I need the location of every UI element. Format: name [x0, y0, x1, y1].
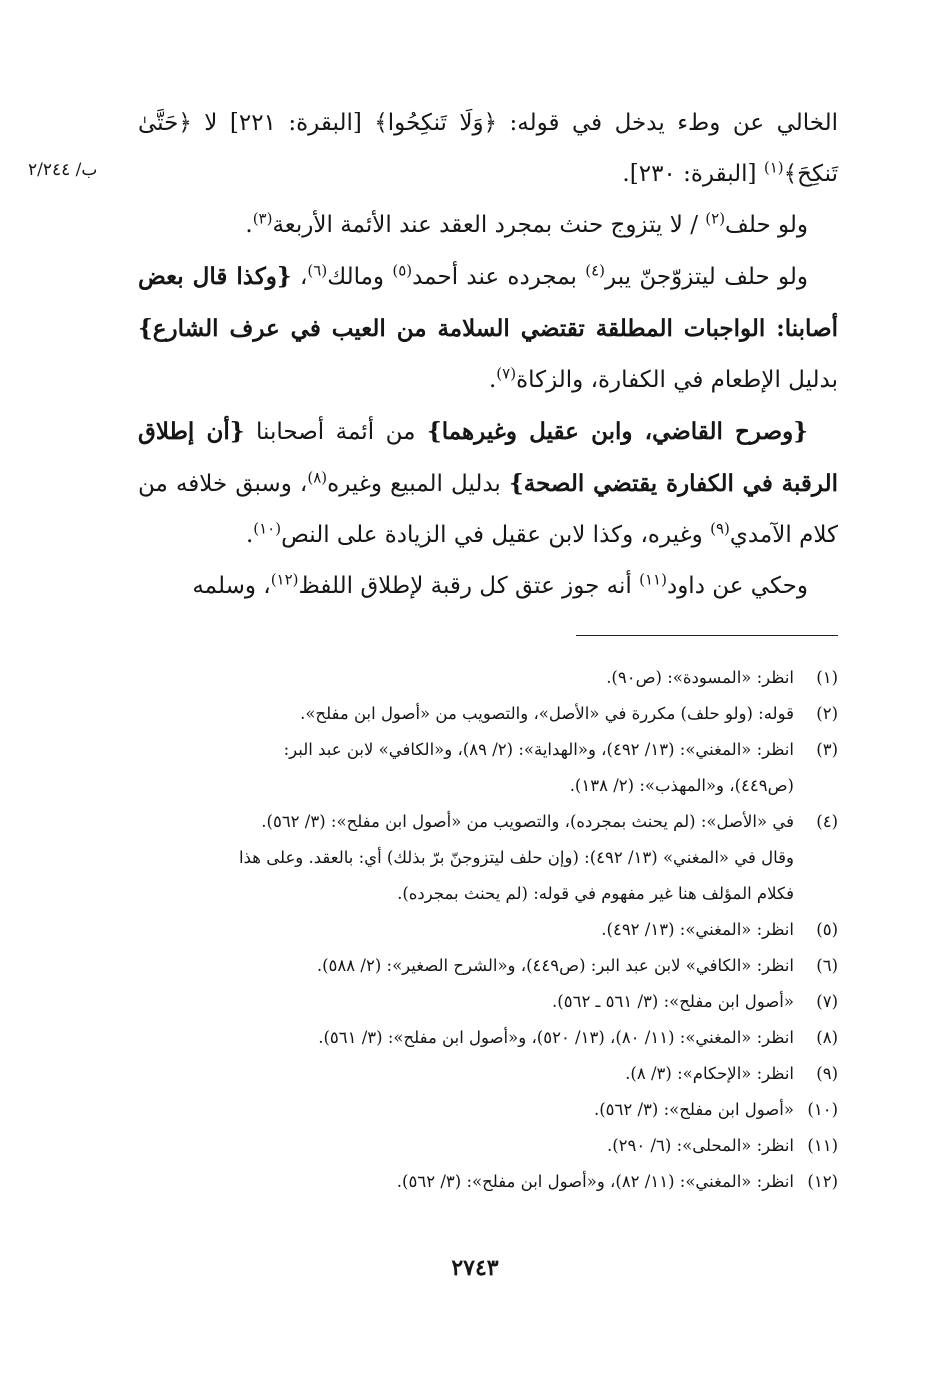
footnote-number: (٨) [816, 1028, 838, 1047]
body-text-run: ولو حلف ليتزوّجنّ يبر [605, 264, 809, 290]
body-text-run: أنه جوز عتق كل رقبة لإطلاق اللفظ [298, 573, 640, 599]
footnote-line: (ص٤٤٩)، و«المهذب»: (٢/ ١٣٨). [569, 776, 794, 795]
footnote-number: (٢) [816, 704, 838, 723]
body-paragraph [138, 406, 838, 561]
body-text-run: . [245, 522, 254, 548]
footnote-number: (٦) [816, 956, 838, 975]
footnote-text [138, 804, 794, 912]
footnote-number: (٣) [816, 740, 838, 759]
footnote-item [138, 1020, 838, 1056]
footnote-line: «أصول ابن مفلح»: (٣/ ٥٦١ ـ ٥٦٢). [552, 992, 794, 1011]
footnote-number: (١) [816, 668, 838, 687]
footnote-item [138, 1128, 838, 1164]
footnote-line: قوله: (ولو حلف) مكررة في «الأصل»، والتصويب من «أصول ابن مفلح». [300, 704, 794, 723]
footnote-reference: (٢) [705, 209, 726, 228]
footnote-text [138, 732, 794, 804]
footnote-item [138, 984, 838, 1020]
body-text-run: . [245, 212, 253, 238]
footnote-line: انظر: «المغني»: (١١/ ٨٢)، و«أصول ابن مفلح»: (٣/ ٥٦٢). [396, 1172, 794, 1191]
footnote-separator-line [576, 635, 838, 636]
footnote-line: انظر: «المغني»: (١٣/ ٤٩٢)، و«الهداية»: (٢/ ٨٩)، و«الكافي» لابن عبد البر: [283, 740, 794, 759]
body-text-run: . [488, 367, 497, 393]
footnote-item [138, 1056, 838, 1092]
footnote-line: وقال في «المغني» (١٣/ ٤٩٢): (وإن حلف ليتزوجنّ برّ بذلك) أي: بالعقد. وعلى هذا [239, 848, 794, 867]
bold-quoted-text: {أن إطلاق الرقبة في الكفارة يقتضي الصحة} [138, 418, 838, 497]
footnote-item [138, 1092, 838, 1128]
body-text-run: / لا يتزوج حنث بمجرد العقد عند الأئمة الأربعة [272, 212, 706, 238]
footnote-number: (١١) [807, 1136, 838, 1155]
footnote-text [138, 1056, 794, 1092]
bold-quoted-text: {وكذا قال بعض أصابنا: الواجبات المطلقة تقتضي السلامة من العيب في عرف الشارع} [138, 263, 838, 342]
footnote-item [138, 732, 838, 804]
body-text-run: [البقرة: ٢٣٠]. [622, 161, 764, 187]
body-text-run: ، [291, 264, 308, 290]
body-text-run: ولو حلف [725, 212, 808, 238]
footnote-number: (١٠) [807, 1100, 838, 1119]
bold-quoted-text: {وصرح القاضي، وابن عقيل وغيرهما} [426, 418, 809, 445]
footnote-reference: (١٠) [253, 519, 282, 538]
footnote-item [138, 912, 838, 948]
body-paragraph [138, 200, 838, 251]
page-number: ٢٧٤٣ [451, 1255, 499, 1281]
footnote-line: فكلام المؤلف هنا غير مفهوم في قوله: (لم يحنث بمجرده). [397, 884, 794, 903]
footnote-line: انظر: «الإحكام»: (٣/ ٨). [625, 1064, 794, 1083]
footnote-reference: (٨) [307, 468, 328, 487]
footnote-item [138, 660, 838, 696]
footnote-text [138, 1020, 794, 1056]
footnote-reference: (٤) [585, 261, 606, 280]
footnote-reference: (٥) [392, 261, 413, 280]
footnote-line: «أصول ابن مفلح»: (٣/ ٥٦٢). [593, 1100, 794, 1119]
body-text-run: وغيره، وكذا لابن عقيل في الزيادة على النص [281, 522, 711, 548]
footnote-text [138, 660, 794, 696]
footnote-text [138, 696, 794, 732]
body-paragraph [138, 251, 838, 406]
body-paragraph [138, 561, 838, 612]
footnotes-section [138, 660, 838, 1200]
footnote-reference: (٧) [496, 364, 517, 383]
footnote-line: في «الأصل»: (لم يحنث بمجرده)، والتصويب من «أصول ابن مفلح»: (٣/ ٥٦٢). [261, 812, 794, 831]
footnote-line: انظر: «المغني»: (١٣/ ٤٩٢). [601, 920, 794, 939]
body-text-run: الخالي عن وطء يدخل في قوله: ﴿وَلَا تَنكِحُوا﴾ [البقرة: ٢٢١] لا ﴿حَتَّىٰ تَنكِحَ﴾ [138, 110, 838, 187]
body-text-run: ومالك [327, 264, 393, 290]
body-text-run: ، وسلمه [192, 573, 271, 599]
footnote-reference: (١٢) [270, 570, 299, 589]
body-text-run: من أئمة أصحابنا [244, 419, 427, 445]
footnote-reference: (٩) [710, 519, 730, 538]
footnote-text [138, 984, 794, 1020]
body-paragraph [138, 98, 838, 200]
footnote-number: (٤) [816, 812, 838, 831]
footnote-item [138, 1164, 838, 1200]
footnote-item [138, 696, 838, 732]
body-text-run: بمجرده عند أحمد [412, 264, 586, 290]
footnote-text [138, 948, 794, 984]
footnote-item [138, 804, 838, 912]
footnote-reference: (٣) [252, 209, 273, 228]
footnote-text [138, 1128, 794, 1164]
footnote-text [138, 1164, 794, 1200]
footnote-reference: (٦) [307, 261, 328, 280]
footnote-number: (١٢) [807, 1172, 838, 1191]
footnote-number: (٧) [816, 992, 838, 1011]
footnote-line: انظر: «المحلى»: (٦/ ٢٩٠). [606, 1136, 794, 1155]
footnote-text [138, 912, 794, 948]
footnote-item [138, 948, 838, 984]
footnote-line: انظر: «الكافي» لابن عبد البر: (ص٤٤٩)، و«الشرح الصغير»: (٢/ ٥٨٨). [316, 956, 794, 975]
footnote-text [138, 1092, 794, 1128]
body-text-run: بدليل المبيع وغيره [327, 471, 509, 497]
main-body-text [138, 98, 838, 612]
margin-manuscript-reference: ب/ ٢/٢٤٤ [28, 160, 98, 180]
footnote-reference: (١١) [639, 570, 667, 589]
footnote-number: (٥) [816, 920, 838, 939]
body-text-run: وحكي عن داود [666, 573, 808, 599]
footnote-line: انظر: «المغني»: (١١/ ٨٠)، (١٣/ ٥٢٠)، و«أصول ابن مفلح»: (٣/ ٥٦١). [318, 1028, 794, 1047]
footnote-line: انظر: «المسودة»: (ص٩٠). [606, 668, 794, 687]
body-text-run: بدليل الإطعام في الكفارة، والزكاة [516, 367, 838, 393]
body-text-run: ، وسبق خلافه من كلام الآمدي [138, 471, 838, 548]
footnote-number: (٩) [816, 1064, 838, 1083]
footnote-reference: (١) [763, 158, 784, 177]
